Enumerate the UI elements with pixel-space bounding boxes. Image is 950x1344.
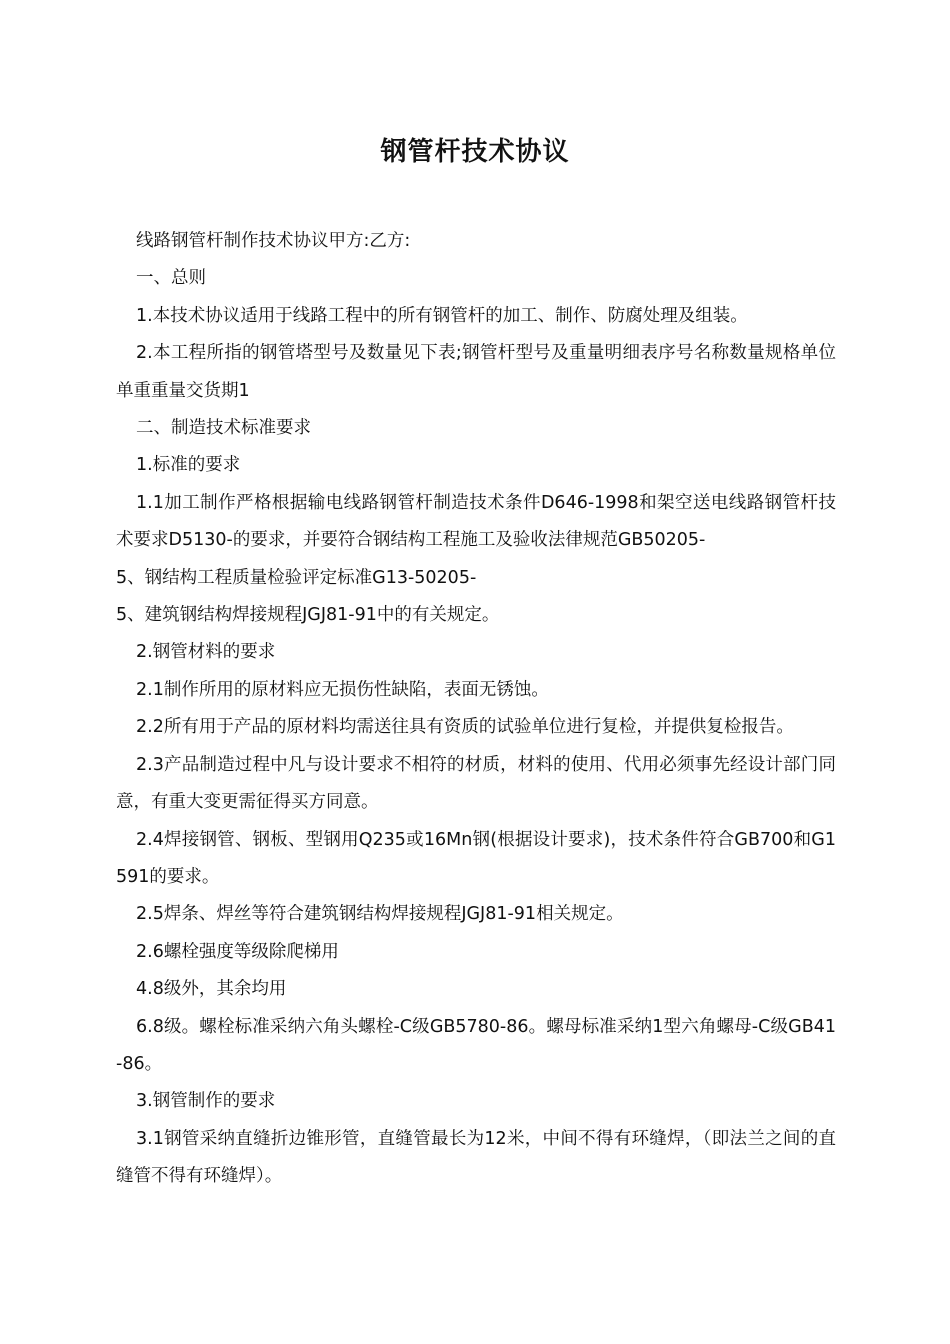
paragraph-item: 6.8级。螺栓标准采纳六角头螺栓-C级GB5780-86。螺母标准采纳1型六角螺母-C级GB41-86。 bbox=[116, 1016, 836, 1074]
document-body bbox=[116, 223, 836, 1196]
paragraph-item: 2.2所有用于产品的原材料均需送往具有资质的试验单位进行复检，并提供复检报告。 bbox=[136, 717, 794, 738]
document-title: 钢管杆技术协议 bbox=[380, 137, 570, 167]
subheading-item: 3.钢管制作的要求 bbox=[136, 1091, 276, 1112]
heading-general-provisions: 一、总则 bbox=[136, 268, 206, 289]
paragraph-item: 2.1制作所用的原材料应无损伤性缺陷，表面无锈蚀。 bbox=[136, 679, 549, 700]
subheading-item: 1.标准的要求 bbox=[136, 455, 241, 476]
paragraph-item: 2.本工程所指的钢管塔型号及数量见下表;钢管杆型号及重量明细表序号名称数量规格单位单重重量交货期1 bbox=[116, 343, 836, 401]
paragraph-item: 5、钢结构工程质量检验评定标准G13-50205- bbox=[116, 567, 477, 588]
subheading-item: 2.钢管材料的要求 bbox=[136, 642, 276, 663]
paragraph-item: 2.4焊接钢管、钢板、型钢用Q235或16Mn钢(根据设计要求)，技术条件符合GB700和G1591的要求。 bbox=[116, 829, 836, 887]
paragraph-item: 2.5焊条、焊丝等符合建筑钢结构焊接规程JGJ81-91相关规定。 bbox=[136, 904, 624, 925]
paragraph-item: 5、建筑钢结构焊接规程JGJ81-91中的有关规定。 bbox=[116, 605, 500, 626]
paragraph-item: 1.1加工制作严格根据输电线路钢管杆制造技术条件D646-1998和架空送电线路钢管杆技术要求D5130-的要求，并要符合钢结构工程施工及验收法律规范GB50205- bbox=[116, 492, 836, 551]
paragraph-agreement-parties: 线路钢管杆制作技术协议甲方:乙方: bbox=[136, 231, 411, 251]
heading-manufacturing-standards: 二、制造技术标准要求 bbox=[136, 418, 311, 439]
paragraph-item: 3.1钢管采纳直缝折边锥形管，直缝管最长为12米，中间不得有环缝焊，（即法兰之间的直缝管不得有环缝焊）。 bbox=[116, 1128, 836, 1187]
paragraph-item: 1.本技术协议适用于线路工程中的所有钢管杆的加工、制作、防腐处理及组装。 bbox=[136, 305, 748, 326]
paragraph-item: 4.8级外，其余均用 bbox=[136, 979, 287, 1000]
paragraph-item: 2.6螺栓强度等级除爬梯用 bbox=[136, 941, 339, 962]
paragraph-item: 2.3产品制造过程中凡与设计要求不相符的材质，材料的使用、代用必须事先经设计部门同意，有重大变更需征得买方同意。 bbox=[116, 754, 836, 813]
